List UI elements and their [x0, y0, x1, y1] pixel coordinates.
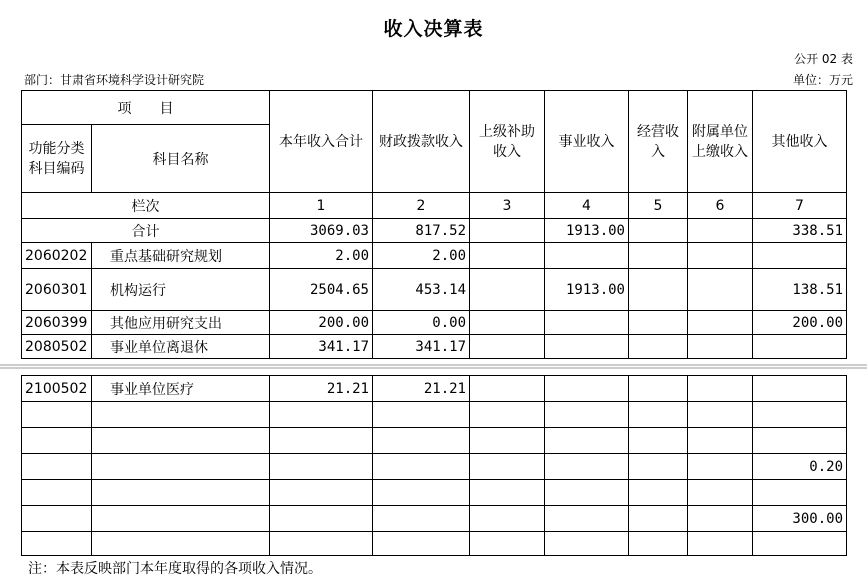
amount-cell [688, 402, 753, 428]
subject-name-cell [92, 506, 270, 532]
amount-cell [545, 506, 629, 532]
amount-cell [373, 428, 470, 454]
column-number: 6 [688, 193, 753, 219]
subject-name-cell [92, 428, 270, 454]
amount-cell [753, 428, 847, 454]
amount-cell [470, 243, 545, 269]
amount-cell: 21.21 [373, 376, 470, 402]
amount-cell [373, 532, 470, 556]
table-row [22, 269, 847, 311]
amount-cell: 2.00 [270, 243, 373, 269]
subject-name-cell [92, 402, 270, 428]
table-row [22, 335, 847, 359]
amount-cell [688, 335, 753, 359]
total-value [688, 219, 753, 243]
amount-cell [688, 532, 753, 556]
amount-cell [753, 402, 847, 428]
amount-cell [470, 506, 545, 532]
amount-cell: 2.00 [373, 243, 470, 269]
amount-cell [688, 506, 753, 532]
amount-cell: 341.17 [373, 335, 470, 359]
header-item: 项 目 [22, 91, 270, 125]
amount-cell [688, 480, 753, 506]
amount-cell [688, 269, 753, 311]
income-table-top [21, 90, 847, 359]
amount-cell [688, 454, 753, 480]
column-number: 1 [270, 193, 373, 219]
amount-cell [629, 532, 688, 556]
amount-cell: 1913.00 [545, 269, 629, 311]
amount-cell [753, 335, 847, 359]
amount-cell [545, 532, 629, 556]
amount-cell: 21.21 [270, 376, 373, 402]
total-value: 1913.00 [545, 219, 629, 243]
header-business-income: 事业收入 [545, 91, 629, 193]
column-number: 2 [373, 193, 470, 219]
amount-cell [545, 243, 629, 269]
total-value: 3069.03 [270, 219, 373, 243]
amount-cell [629, 428, 688, 454]
amount-cell [545, 454, 629, 480]
function-code-cell: 2080502 [22, 335, 92, 359]
total-value [470, 219, 545, 243]
subject-name-cell [92, 532, 270, 556]
header-affiliated-income: 附属单位上缴收入 [688, 91, 753, 193]
column-index-label: 栏次 [22, 193, 270, 219]
amount-cell [470, 480, 545, 506]
total-value [629, 219, 688, 243]
subject-name-cell: 其他应用研究支出 [92, 311, 270, 335]
header-operating-income: 经营收入 [629, 91, 688, 193]
amount-cell [753, 243, 847, 269]
amount-cell [270, 454, 373, 480]
amount-cell [545, 428, 629, 454]
amount-cell: 2504.65 [270, 269, 373, 311]
total-value: 817.52 [373, 219, 470, 243]
header-total-income: 本年收入合计 [270, 91, 373, 193]
department-label: 部门：甘肃省环境科学设计研究院 [24, 73, 205, 87]
function-code-cell [22, 480, 92, 506]
income-table-bottom [21, 375, 847, 556]
function-code-cell [22, 506, 92, 532]
amount-cell [470, 335, 545, 359]
column-number: 3 [470, 193, 545, 219]
amount-cell [470, 376, 545, 402]
amount-cell [470, 532, 545, 556]
column-number: 5 [629, 193, 688, 219]
total-label: 合计 [22, 219, 270, 243]
amount-cell [470, 428, 545, 454]
table-row [22, 243, 847, 269]
table-row [22, 480, 847, 506]
function-code-cell: 2060202 [22, 243, 92, 269]
total-value: 338.51 [753, 219, 847, 243]
amount-cell: 138.51 [753, 269, 847, 311]
amount-cell: 453.14 [373, 269, 470, 311]
subject-name-cell [92, 454, 270, 480]
header-function-code: 功能分类科目编码 [22, 125, 92, 193]
unit-label: 单位：万元 [792, 73, 853, 87]
table-row [22, 311, 847, 335]
amount-cell: 300.00 [753, 506, 847, 532]
amount-cell [373, 454, 470, 480]
function-code-cell: 2060301 [22, 269, 92, 311]
page-title: 收入决算表 [383, 18, 484, 40]
amount-cell [688, 243, 753, 269]
subject-name-cell: 事业单位离退休 [92, 335, 270, 359]
amount-cell [270, 532, 373, 556]
header-fiscal-appropriation: 财政拨款收入 [373, 91, 470, 193]
amount-cell [629, 480, 688, 506]
table-row [22, 402, 847, 428]
amount-cell [470, 402, 545, 428]
header-other-income: 其他收入 [753, 91, 847, 193]
column-number: 7 [753, 193, 847, 219]
subject-name-cell: 机构运行 [92, 269, 270, 311]
function-code-cell [22, 454, 92, 480]
column-number: 4 [545, 193, 629, 219]
amount-cell [270, 480, 373, 506]
function-code-cell: 2100502 [22, 376, 92, 402]
amount-cell [373, 506, 470, 532]
function-code-cell [22, 402, 92, 428]
amount-cell [545, 376, 629, 402]
amount-cell [629, 311, 688, 335]
table-row [22, 376, 847, 402]
amount-cell: 0.20 [753, 454, 847, 480]
table-row [22, 532, 847, 556]
amount-cell [545, 402, 629, 428]
amount-cell [753, 376, 847, 402]
amount-cell: 200.00 [753, 311, 847, 335]
amount-cell: 200.00 [270, 311, 373, 335]
amount-cell [629, 506, 688, 532]
amount-cell [629, 335, 688, 359]
amount-cell [629, 269, 688, 311]
amount-cell [629, 454, 688, 480]
amount-cell [688, 428, 753, 454]
amount-cell [688, 311, 753, 335]
header-superior-subsidy: 上级补助收入 [470, 91, 545, 193]
amount-cell [753, 532, 847, 556]
amount-cell [373, 480, 470, 506]
amount-cell [270, 402, 373, 428]
function-code-cell: 2060399 [22, 311, 92, 335]
table-row [22, 454, 847, 480]
amount-cell [688, 376, 753, 402]
amount-cell: 0.00 [373, 311, 470, 335]
amount-cell: 341.17 [270, 335, 373, 359]
amount-cell [470, 454, 545, 480]
table-row [22, 506, 847, 532]
amount-cell [470, 269, 545, 311]
amount-cell [545, 480, 629, 506]
amount-cell [629, 376, 688, 402]
function-code-cell [22, 428, 92, 454]
amount-cell [629, 243, 688, 269]
amount-cell [545, 335, 629, 359]
amount-cell [753, 480, 847, 506]
subject-name-cell: 重点基础研究规划 [92, 243, 270, 269]
function-code-cell [22, 532, 92, 556]
amount-cell [270, 428, 373, 454]
form-number: 公开 02 表 [794, 52, 853, 66]
amount-cell [545, 311, 629, 335]
footnote: 注：本表反映部门本年度取得的各项收入情况。 [28, 561, 322, 577]
amount-cell [373, 402, 470, 428]
subject-name-cell [92, 480, 270, 506]
amount-cell [629, 402, 688, 428]
subject-name-cell: 事业单位医疗 [92, 376, 270, 402]
amount-cell [470, 311, 545, 335]
amount-cell [270, 506, 373, 532]
table-row [22, 428, 847, 454]
header-subject-name: 科目名称 [92, 125, 270, 193]
